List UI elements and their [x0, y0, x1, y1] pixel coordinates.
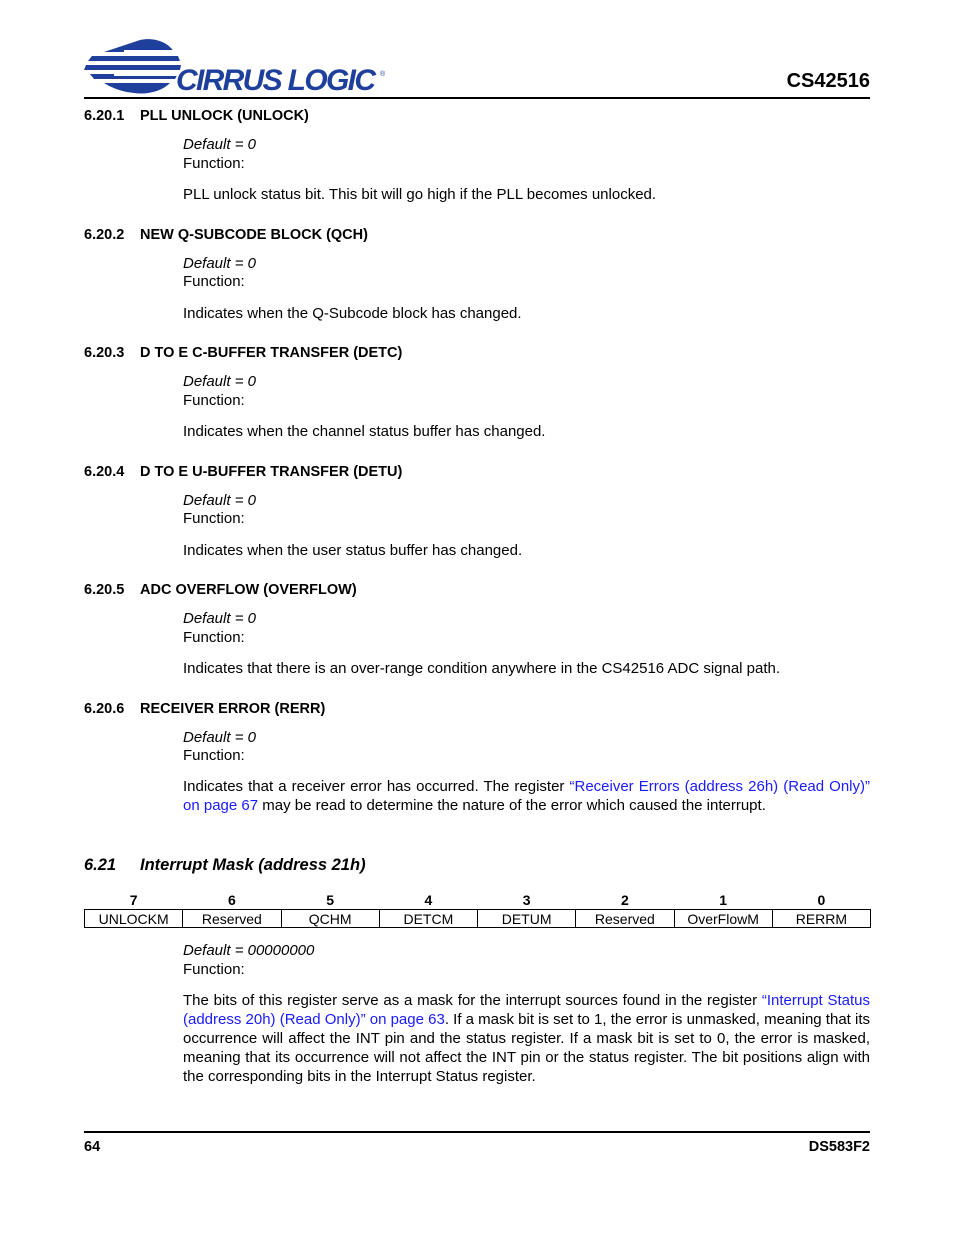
function-label: Function:: [183, 961, 245, 978]
section-title: RECEIVER ERROR (RERR): [140, 701, 326, 717]
section-description: [183, 777, 870, 815]
section-heading-unlock: [84, 108, 309, 124]
default-value: Default = 0: [183, 136, 256, 153]
bit-number: 2: [620, 892, 629, 908]
default-value: Default = 0: [183, 492, 256, 509]
document-id: DS583F2: [808, 1139, 870, 1155]
function-label: Function:: [183, 747, 245, 764]
bit-name: UNLOCKM: [85, 910, 183, 928]
bit-name: DETUM: [478, 910, 576, 928]
function-label: Function:: [183, 629, 245, 646]
section-heading-detc: [84, 345, 402, 361]
section-heading-overflow: [84, 582, 357, 598]
bit-name: RERRM: [772, 910, 870, 928]
section-number: 6.21: [84, 856, 117, 874]
default-value: Default = 0: [183, 729, 256, 746]
section-number: 6.20.5: [84, 582, 125, 598]
page-number: 64: [84, 1139, 101, 1155]
interrupt-status-link[interactable]: “Interrupt Status (address 20h) (Read Only)” on page 63: [183, 992, 870, 1028]
function-label: Function:: [183, 392, 245, 409]
bit-name: OverFlowM: [674, 910, 772, 928]
bit-number: 1: [719, 892, 728, 908]
bit-number: 3: [522, 892, 531, 908]
section-heading-detu: [84, 464, 402, 480]
function-label: Function:: [183, 510, 245, 527]
section-title: ADC OVERFLOW (OVERFLOW): [140, 582, 357, 598]
section-description: [183, 991, 870, 1086]
function-label: Function:: [183, 155, 245, 172]
receiver-errors-link[interactable]: “Receiver Errors (address 26h) (Read Only)” on page 67: [183, 778, 871, 814]
bit-number: 6: [227, 892, 236, 908]
description-text: may be read to determine the nature of the error which caused the interrupt.: [258, 797, 766, 814]
bit-number-row: [85, 891, 871, 910]
bit-name: Reserved: [183, 910, 281, 928]
section-number: 6.20.4: [84, 464, 125, 480]
section-title: NEW Q-SUBCODE BLOCK (QCH): [140, 227, 368, 243]
description-text: Indicates that a receiver error has occurred. The register: [183, 778, 570, 795]
description-text: . If a mask bit is set to 1, the error is unmasked, meaning that its occurrence will affect the INT pin and the status register. If a mask bit is set to 0, the error is masked, meaning that its occurrence will not affect the INT pin or the status register. The bit positions align with the corresponding bits in the Interrupt Status register.: [183, 1011, 870, 1085]
section-number: 6.20.6: [84, 701, 125, 717]
section-heading-interrupt-mask: [84, 856, 366, 875]
bit-name-row: [85, 910, 871, 928]
section-heading-qch: [84, 227, 368, 243]
default-value: Default = 00000000: [183, 942, 315, 959]
section-number: 6.20.3: [84, 345, 125, 361]
section-description: Indicates when the channel status buffer has changed.: [183, 423, 546, 440]
section-description: Indicates that there is an over-range condition anywhere in the CS42516 ADC signal path.: [183, 660, 781, 677]
default-value: Default = 0: [183, 373, 256, 390]
part-number: CS42516: [786, 70, 870, 92]
bit-number: 7: [129, 892, 138, 908]
default-value: Default = 0: [183, 610, 256, 627]
function-label: Function:: [183, 273, 245, 290]
logo-text: CIRRUS LOGIC: [176, 64, 376, 96]
section-number: 6.20.2: [84, 227, 125, 243]
bit-name: Reserved: [576, 910, 674, 928]
bit-number: 5: [326, 892, 335, 908]
footer-rule: [84, 1131, 870, 1133]
svg-text:®: ®: [380, 71, 386, 78]
section-title: D TO E C-BUFFER TRANSFER (DETC): [140, 345, 403, 361]
bit-number: 4: [424, 892, 433, 908]
section-description: Indicates when the Q-Subcode block has changed.: [183, 305, 522, 322]
section-description: PLL unlock status bit. This bit will go high if the PLL becomes unlocked.: [183, 186, 657, 203]
header-rule: [84, 97, 870, 99]
section-title: Interrupt Mask (address 21h): [140, 856, 366, 874]
description-text: The bits of this register serve as a mask for the interrupt sources found in the register: [183, 992, 762, 1009]
section-description: Indicates when the user status buffer has changed.: [183, 542, 523, 559]
section-heading-rerr: [84, 701, 325, 717]
section-number: 6.20.1: [84, 108, 125, 124]
bit-name: QCHM: [281, 910, 379, 928]
cirrus-logic-logo: [84, 38, 394, 96]
register-bit-table: [84, 891, 871, 928]
section-title: D TO E U-BUFFER TRANSFER (DETU): [140, 464, 403, 480]
section-title: PLL UNLOCK (UNLOCK): [140, 108, 309, 124]
default-value: Default = 0: [183, 255, 256, 272]
bit-name: DETCM: [379, 910, 477, 928]
bit-number: 0: [817, 892, 826, 908]
